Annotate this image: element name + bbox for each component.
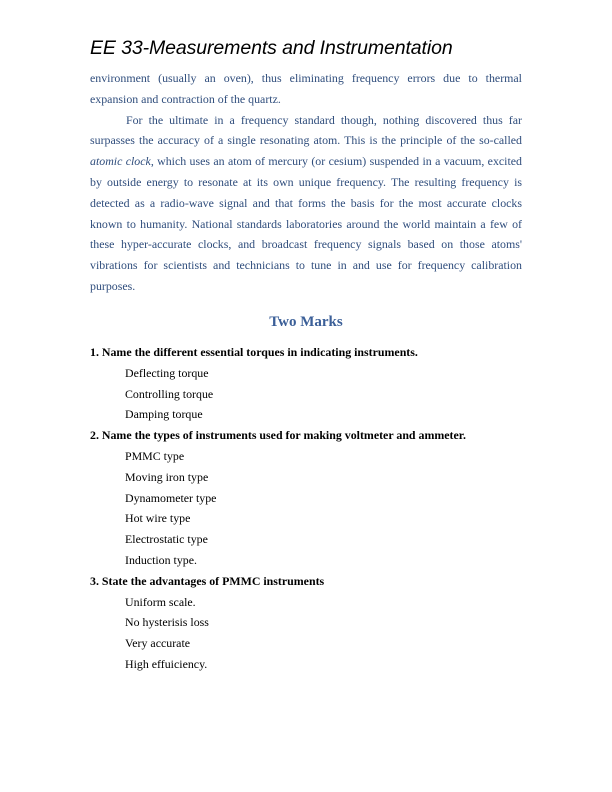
answer-item: Hot wire type: [125, 511, 191, 526]
answer-item: No hysterisis loss: [125, 615, 209, 630]
answer-item: Uniform scale.: [125, 594, 196, 609]
answer-item: Moving iron type: [125, 469, 209, 484]
answer-item: Very accurate: [125, 636, 191, 651]
answer-item: PMMC type: [125, 448, 185, 463]
answer-item: Electrostatic type: [125, 532, 208, 547]
atomic-clock-term: atomic clock: [90, 154, 151, 169]
question-block: [90, 571, 530, 675]
paragraph-1: environment (usually an oven), thus eliminating frequency errors due to thermal expansion and contraction of the quartz.: [90, 71, 522, 106]
paragraph-2: [90, 110, 522, 297]
answer-item: Dynamometer type: [125, 490, 217, 505]
paragraph-2-text-end: , which uses an atom of mercury (or cesium) suspended in a vacuum, excited by outside energy to resonate at its own unique frequency. The resulting frequency is detected as a radio-wave signal and that forms the basis for the most accurate clocks known to humanity. National standards laboratories around the world maintain a few of these hyper-accurate clocks, and broadcast frequency signals based on those atoms' vibrations for scientists and technicians to tune in and use for frequency calibration purposes.: [90, 154, 523, 293]
answer-item: Deflecting torque: [125, 365, 209, 380]
section-title: Two Marks: [269, 314, 343, 330]
answer-item: Damping torque: [125, 407, 203, 422]
question-heading: 2. Name the types of instruments used for making voltmeter and ammeter.: [90, 428, 466, 443]
paragraph-2-text-start: For the ultimate in a frequency standard though, nothing discovered thus far surpasses the accuracy of a single resonating atom. This is the principle of the so-called: [90, 112, 522, 148]
question-heading: 1. Name the different essential torques in indicating instruments.: [90, 345, 418, 359]
page-title: EE 33-Measurements and Instrumentation: [90, 37, 453, 59]
body-text: [90, 68, 522, 297]
question-block: [90, 425, 530, 571]
question-heading: 3. State the advantages of PMMC instruments: [90, 573, 325, 588]
question-block: [90, 342, 530, 425]
question-list: [90, 342, 530, 675]
answer-item: High effuiciency.: [125, 656, 208, 671]
answer-item: Induction type.: [125, 552, 197, 567]
answer-item: Controlling torque: [125, 386, 214, 401]
